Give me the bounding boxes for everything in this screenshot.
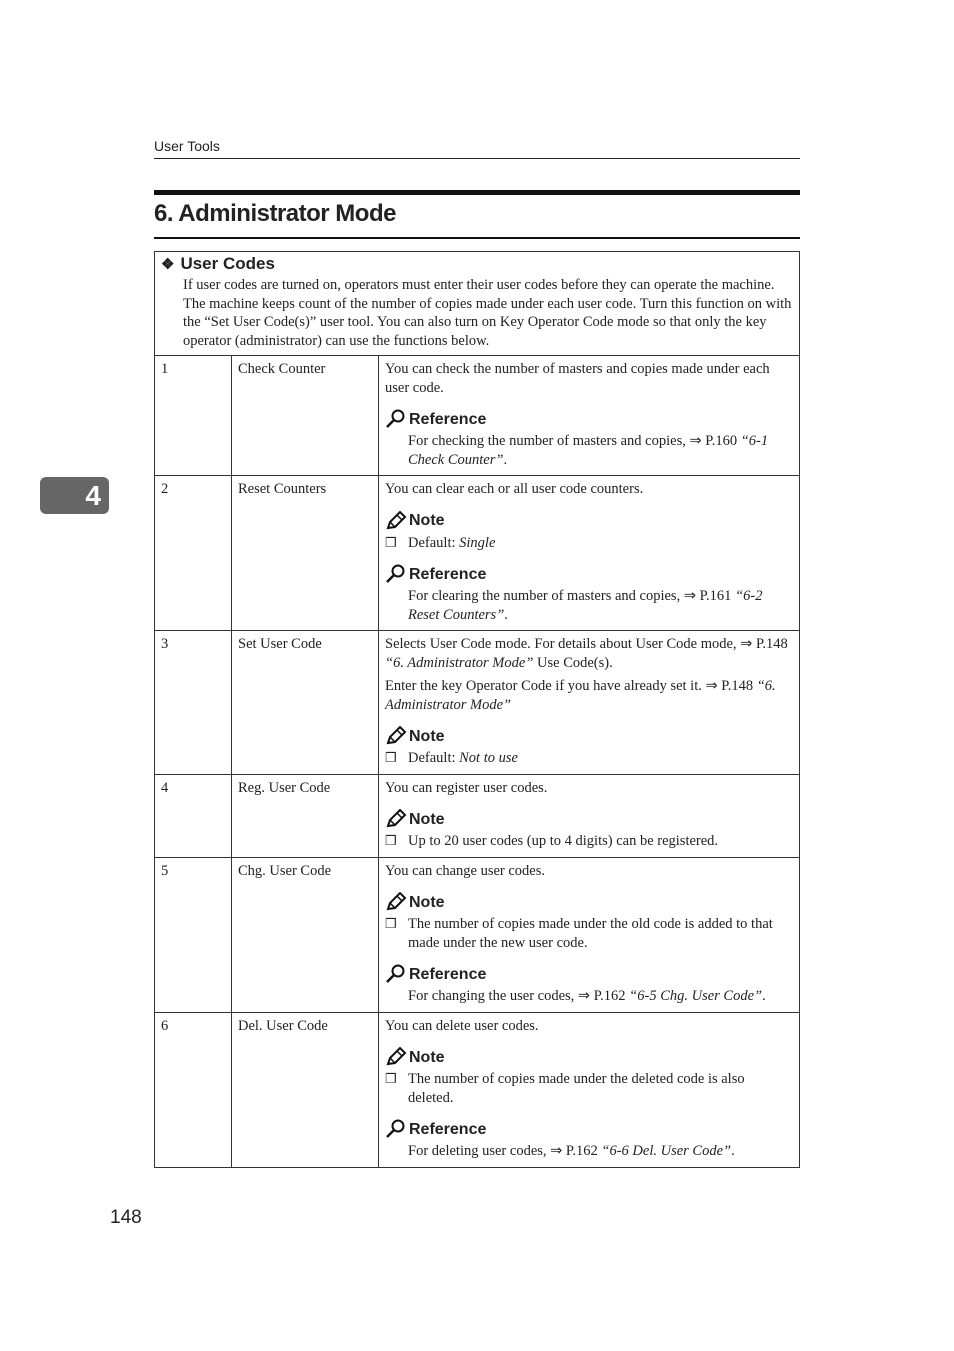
intro-block [155, 252, 799, 355]
page-number: 148 [110, 1207, 142, 1228]
magnifier-icon [385, 564, 407, 584]
note-heading [385, 726, 793, 746]
note-heading [385, 809, 793, 829]
table-row [155, 1012, 799, 1167]
table-row [155, 476, 799, 631]
default-value: Not to use [459, 750, 518, 766]
reference-label: Reference [409, 565, 487, 583]
row-name: Set User Code [232, 631, 379, 775]
row-number: 3 [155, 631, 232, 775]
note-item: ❒ Default: Not to use [385, 750, 518, 766]
row-description [379, 1012, 800, 1167]
note-heading [385, 1047, 793, 1067]
pencil-icon [385, 1047, 407, 1067]
intro-heading-text: User Codes [180, 254, 275, 273]
description-text: You can register user codes. [385, 779, 548, 796]
note-label: Note [409, 810, 445, 828]
note-label: Note [409, 727, 445, 745]
row-description [379, 857, 800, 1012]
row-name: Check Counter [232, 356, 379, 476]
note-item: ❒ The number of copies made under the deleted code is also deleted. [385, 1071, 745, 1106]
description-text: You can check the number of masters and copies made under each user code. [385, 361, 770, 396]
settings-table-box [154, 251, 800, 1168]
row-number: 2 [155, 476, 232, 631]
reference-link: “6-2 Reset Counters” [408, 588, 763, 623]
reference-heading [385, 964, 793, 984]
row-number: 4 [155, 774, 232, 857]
row-name: Reset Counters [232, 476, 379, 631]
row-description [379, 631, 800, 775]
pencil-icon [385, 726, 407, 746]
checkbox-bullet-icon: ❒ [385, 750, 397, 765]
row-number: 1 [155, 356, 232, 476]
reference-link: “6-5 Chg. User Code” [629, 988, 763, 1004]
reference-text: For clearing the number of masters and copies, ⇒ P.161 “6-2 Reset Counters”. [408, 588, 763, 623]
row-description [379, 774, 800, 857]
intro-heading [161, 254, 793, 274]
pencil-icon [385, 511, 407, 531]
description-text: You can clear each or all user code counters. [385, 481, 644, 497]
running-head: User Tools [154, 138, 220, 154]
table-row [155, 631, 799, 775]
header-rule [154, 158, 800, 159]
section-top-rule [154, 190, 800, 195]
reference-heading [385, 564, 793, 584]
description-text: You can change user codes. [385, 862, 545, 879]
diamond-bullet-icon: ❖ [161, 256, 175, 273]
checkbox-bullet-icon: ❒ [385, 916, 397, 931]
row-description [379, 476, 800, 631]
note-label: Note [409, 1048, 445, 1066]
settings-table [155, 355, 799, 1167]
description-text: Enter the key Operator Code if you have already set it. ⇒ P.148 “6. Administrator Mode” [385, 678, 776, 713]
cross-reference-link: “6. Administrator Mode” [385, 654, 534, 671]
reference-text: For deleting user codes, ⇒ P.162 “6-6 Del. User Code”. [408, 1143, 735, 1159]
checkbox-bullet-icon: ❒ [385, 1071, 397, 1086]
reference-label: Reference [409, 410, 487, 428]
table-row [155, 857, 799, 1012]
magnifier-icon [385, 1119, 407, 1139]
note-heading [385, 511, 793, 531]
checkbox-bullet-icon: ❒ [385, 534, 397, 550]
reference-text: For changing the user codes, ⇒ P.162 “6-5 Chg. User Code”. [408, 988, 766, 1004]
row-number: 5 [155, 857, 232, 1012]
table-row [155, 774, 799, 857]
pencil-icon [385, 892, 407, 912]
note-heading [385, 892, 793, 912]
magnifier-icon [385, 409, 407, 429]
row-description [379, 356, 800, 476]
reference-link: “6-1 Check Counter” [408, 433, 769, 468]
row-name: Chg. User Code [232, 857, 379, 1012]
reference-label: Reference [409, 965, 487, 983]
description-text: You can delete user codes. [385, 1017, 539, 1034]
section-bottom-rule [154, 237, 800, 239]
note-item: ❒ Up to 20 user codes (up to 4 digits) can be registered. [385, 833, 719, 849]
section-title: 6. Administrator Mode [154, 200, 396, 227]
magnifier-icon [385, 964, 407, 984]
pencil-icon [385, 809, 407, 829]
cross-reference-link: “6. Administrator Mode” [385, 678, 776, 713]
reference-text: For checking the number of masters and copies, ⇒ P.160 “6-1 Check Counter”. [408, 433, 769, 468]
row-number: 6 [155, 1012, 232, 1167]
reference-heading [385, 409, 793, 429]
row-name: Del. User Code [232, 1012, 379, 1167]
default-value: Single [459, 534, 496, 551]
note-item: ❒ The number of copies made under the old code is added to that made under the new user code. [385, 916, 773, 951]
reference-label: Reference [409, 1120, 487, 1138]
note-label: Note [409, 893, 445, 911]
checkbox-bullet-icon: ❒ [385, 833, 397, 848]
description-text: Selects User Code mode. For details about User Code mode, ⇒ P.148 “6. Administrator Mode” Use Code(s). [385, 636, 788, 671]
reference-heading [385, 1119, 793, 1139]
intro-text: If user codes are turned on, operators must enter their user codes before they can operate the machine. The machine keeps count of the number of copies made under each user code. Turn this function on with the “Set User Code(s)” user tool. You can also turn on Key Operator Code mode so that only the key operator (administrator) can use the functions below. [183, 277, 792, 349]
note-item: ❒ Default: Single [385, 534, 496, 551]
table-row [155, 356, 799, 476]
row-name: Reg. User Code [232, 774, 379, 857]
chapter-tab: 4 [40, 477, 109, 514]
reference-link: “6-6 Del. User Code” [601, 1143, 732, 1159]
note-label: Note [409, 512, 445, 529]
